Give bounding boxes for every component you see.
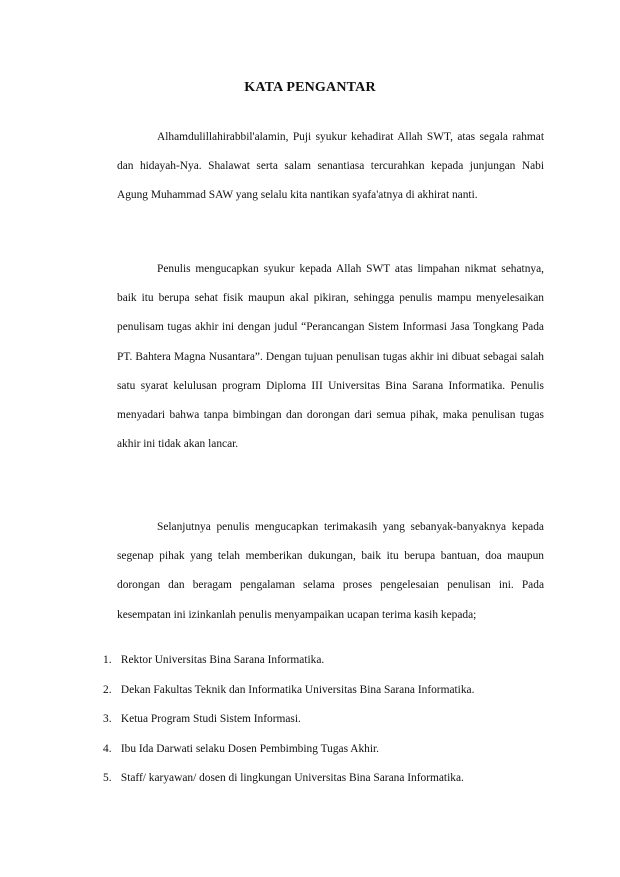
acknowledgement-list xyxy=(103,646,563,794)
paragraph-2 xyxy=(117,255,544,459)
list-item-text: Rektor Universitas Bina Sarana Informatika. xyxy=(120,654,325,666)
list-item-number: 5. xyxy=(103,772,112,784)
list-item-text: Ibu Ida Darwati selaku Dosen Pembimbing Tugas Akhir. xyxy=(120,742,380,755)
paragraph-1 xyxy=(117,123,544,211)
page-title: KATA PENGANTAR xyxy=(244,80,376,95)
paragraph-3 xyxy=(117,513,544,630)
paragraph-text: Alhamdulillahirabbil'alamin, Puji syukur kehadirat Allah SWT, atas segala rahmat dan hidayah-Nya. Shalawat serta salam senantiasa tercurahkan kepada junjungan Nabi Agung Muhammad SAW yang selalu kita nantikan syafa'atnya di akhirat nanti. xyxy=(117,131,544,202)
list-item-number: 3. xyxy=(103,713,112,725)
list-item-number: 2. xyxy=(103,683,112,696)
list-item-text: Staff/ karyawan/ dosen di lingkungan Universitas Bina Sarana Informatika. xyxy=(120,772,464,784)
paragraph-text: Penulis mengucapkan syukur kepada Allah SWT atas limpahan nikmat sehatnya, baik itu berupa sehat fisik maupun akal pikiran, sehingga penulis mampu menyelesaikan penulisam tugas akhir ini dengan judul “Perancangan Sistem Informasi Jasa Tongkang Pada PT. Bahtera Magna Nusantara”. Dengan tujuan penulisan tugas akhir ini dibuat sebagai salah satu syarat kelulusan program Diploma III Universitas Bina Sarana Informatika. Penulis menyadari bahwa tanpa bimbingan dan dorongan dari semua pihak, maka penulisan tugas akhir ini tidak akan lancar. xyxy=(117,263,544,451)
list-item xyxy=(103,676,563,706)
list-item-text: Ketua Program Studi Sistem Informasi. xyxy=(120,713,301,725)
list-item-number: 1. xyxy=(103,654,112,666)
list-item-text: Dekan Fakultas Teknik dan Informatika Universitas Bina Sarana Informatika. xyxy=(120,683,475,696)
list-item xyxy=(103,764,563,794)
paragraph-text: Selanjutnya penulis mengucapkan terimakasih yang sebanyak-banyaknya kepada segenap pihak yang telah memberikan dukungan, baik itu berupa bantuan, doa maupun dorongan dan beragam pengalaman selama proses pengelesaian penulisan ini. Pada kesempatan ini izinkanlah penulis menyampaikan ucapan terima kasih kepada; xyxy=(117,521,544,621)
list-item xyxy=(103,646,563,676)
list-item-number: 4. xyxy=(103,742,112,755)
list-item xyxy=(103,735,563,765)
list-item xyxy=(103,705,563,735)
